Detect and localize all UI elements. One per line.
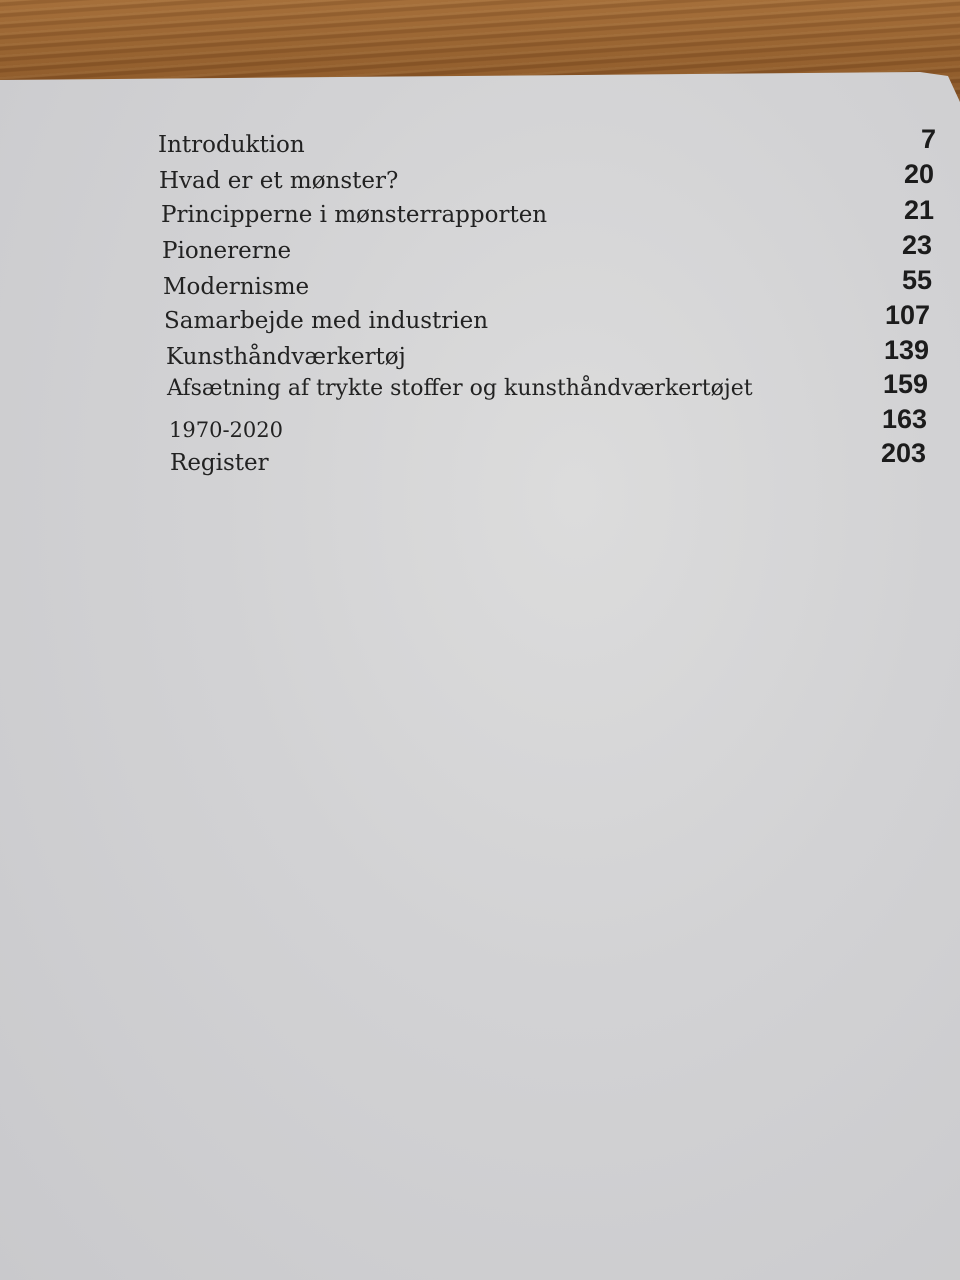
toc-entry-page: 107 [884, 300, 930, 330]
toc-entry-page: 7 [920, 124, 936, 154]
toc-entry-title: Kunsthåndværkertøj [166, 344, 406, 370]
toc-entry-title: Afsætning af trykte stoffer og kunsthåndværkertøjet [167, 376, 753, 401]
toc-entry-title: Samarbejde med industrien [164, 308, 489, 334]
toc-entry-page: 55 [901, 265, 932, 295]
toc-entry-page: 163 [881, 404, 927, 434]
toc-entry-page: 20 [903, 159, 934, 189]
toc-entry-title: Principperne i mønsterrapporten [161, 202, 548, 228]
toc-entry-title: Modernisme [163, 274, 310, 300]
toc-entry-title: Register [170, 450, 269, 476]
toc-entry-title: Introduktion [158, 132, 305, 158]
toc-entry-page: 203 [880, 438, 926, 468]
toc-entry-page: 159 [882, 369, 928, 399]
toc-entry-page: 23 [901, 230, 932, 260]
toc-entry-page: 139 [883, 335, 929, 365]
toc-entry-title: Hvad er et mønster? [159, 168, 399, 194]
toc-entry-title: Pionererne [162, 238, 292, 264]
toc-entry-page: 21 [903, 195, 934, 225]
toc-entry-title: 1970-2020 [169, 418, 283, 442]
